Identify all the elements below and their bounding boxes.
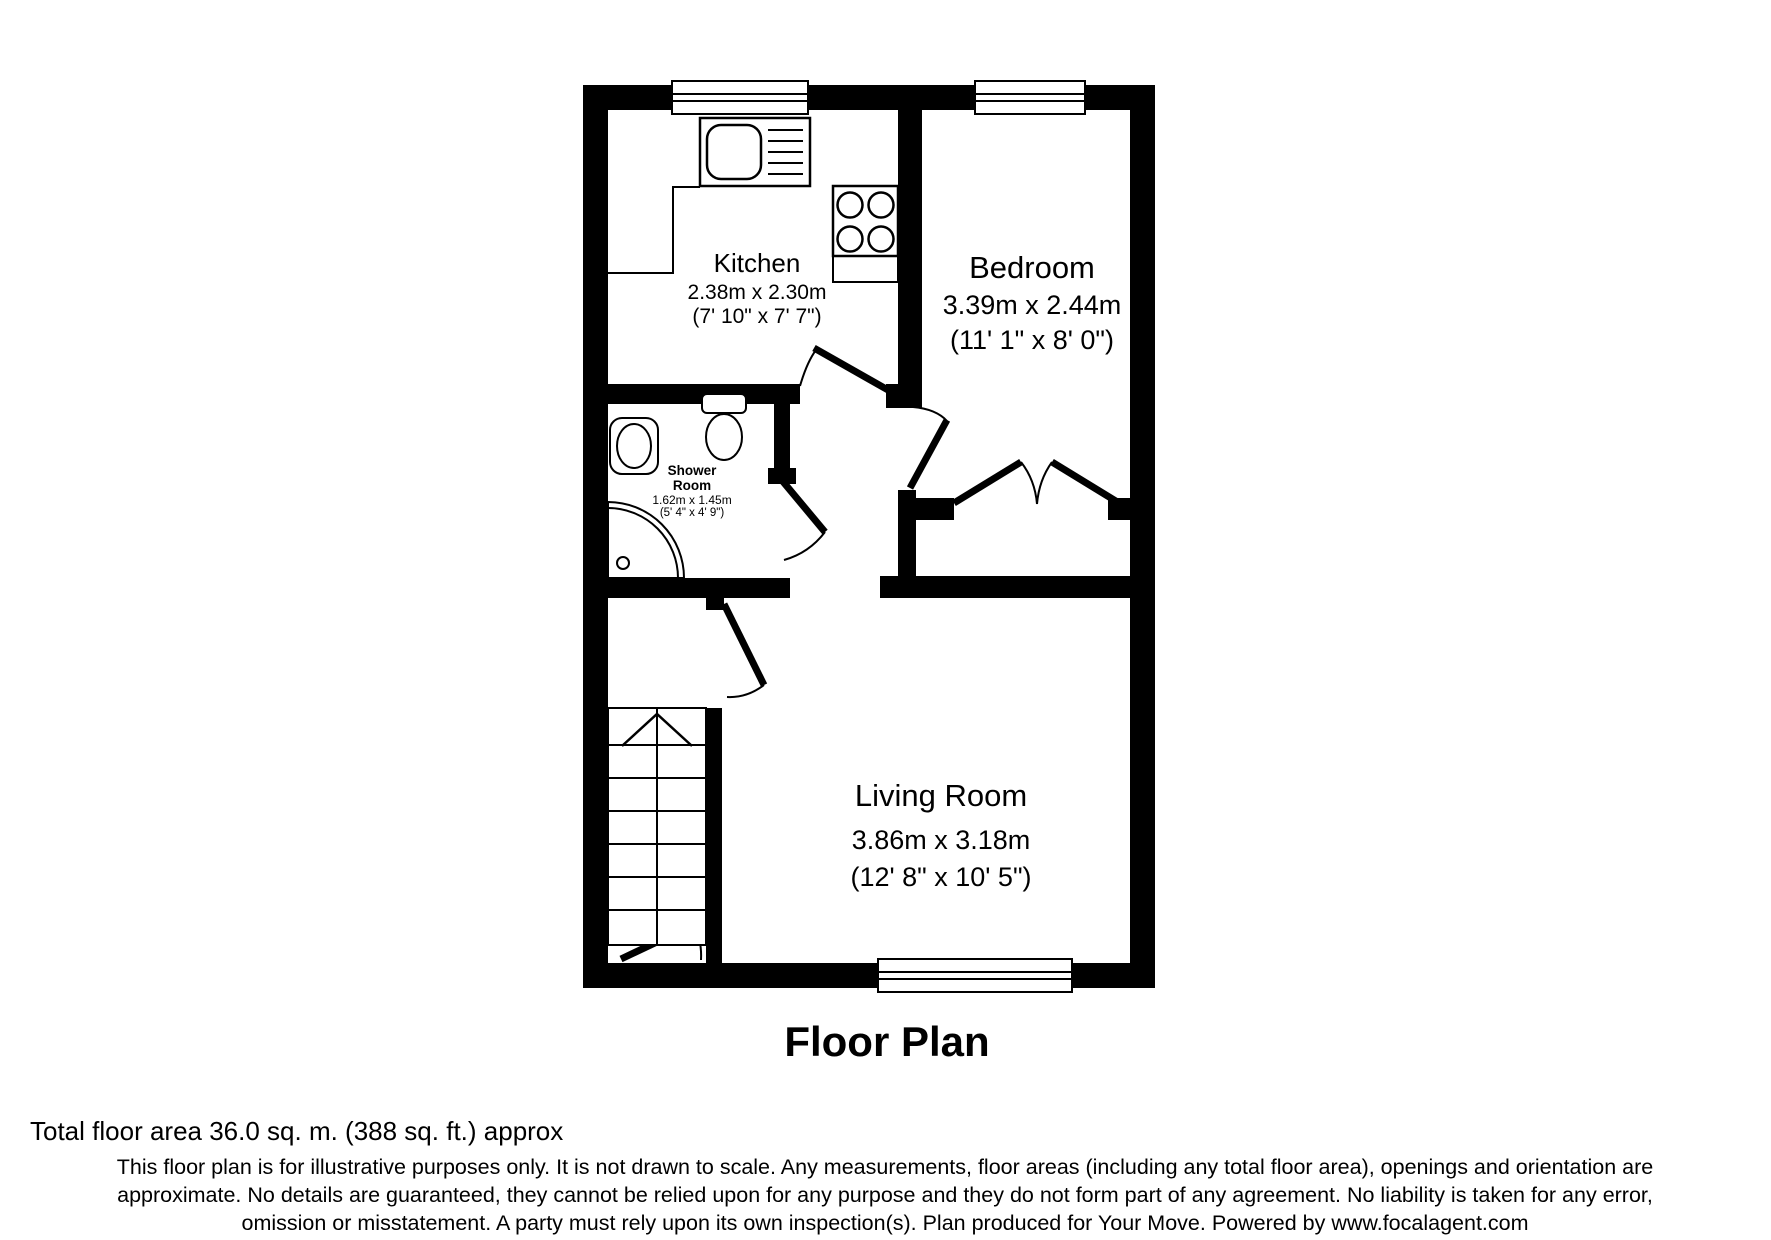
bedroom-label: Bedroom xyxy=(969,250,1095,285)
shower-drain xyxy=(617,557,629,569)
disclaimer-line-3: omission or misstatement. A party must rely upon its own inspection(s). Plan produced for Your Move. Powered by www.focalagent.com xyxy=(241,1211,1529,1235)
sink-unit xyxy=(700,118,810,186)
shower-room-dim-metric: 1.62m x 1.45m xyxy=(652,493,732,507)
kitchen-label: Kitchen xyxy=(713,248,801,278)
disclaimer-line-1: This floor plan is for illustrative purposes only. It is not drawn to scale. Any measurements, floor areas (including any total floor area), openings and orientation are xyxy=(116,1155,1654,1179)
bedroom-dim-metric: 3.39m x 2.44m xyxy=(942,290,1122,320)
plan-title: Floor Plan xyxy=(784,1018,990,1065)
sink-basin xyxy=(707,125,761,179)
living-room-dim-imperial: (12' 8" x 10' 5") xyxy=(850,862,1032,892)
disclaimer-line-2: approximate. No details are guaranteed, they cannot be relied upon for any purpose and they do not form part of any agreement. No liability is taken for any error, xyxy=(117,1183,1653,1207)
wardrobe-double-doors xyxy=(954,462,1119,504)
kitchen-window xyxy=(672,81,808,114)
bedroom-window xyxy=(975,81,1085,114)
hob-burner xyxy=(838,227,863,252)
kitchen-dim-imperial: (7' 10" x 7' 7") xyxy=(692,305,822,328)
basin xyxy=(610,418,658,474)
disclaimer xyxy=(117,1155,1653,1235)
kitchen-dim-metric: 2.38m x 2.30m xyxy=(687,281,827,304)
total-floor-area: Total floor area 36.0 sq. m. (388 sq. ft.) approx xyxy=(30,1116,564,1146)
shower-room-label-line2: Room xyxy=(672,478,712,493)
wall-kitchen-door-jamb xyxy=(886,384,922,408)
kitchen-door xyxy=(800,348,888,390)
living-room-label: Living Room xyxy=(854,778,1028,813)
shower-room-dim-imperial: (5' 4" x 4' 9") xyxy=(659,507,725,519)
wall-exterior-right xyxy=(1130,85,1155,988)
shower-room-door xyxy=(780,478,825,560)
shower-room-label-line1: Shower xyxy=(667,463,717,478)
wall-exterior-left xyxy=(583,85,608,988)
hob xyxy=(833,186,898,282)
hob-burner xyxy=(838,193,863,218)
hob-burner xyxy=(869,227,894,252)
hob-burner xyxy=(869,193,894,218)
toilet xyxy=(702,394,746,460)
room-labels xyxy=(652,248,1121,892)
living-room-door xyxy=(724,604,764,697)
wall-living-door-stub xyxy=(706,598,724,610)
wall-kitchen-bedroom xyxy=(898,110,922,406)
wall-living-top-right xyxy=(880,576,1130,598)
staircase xyxy=(608,708,706,945)
living-room-window xyxy=(878,959,1072,992)
wall-shower-bottom xyxy=(608,578,790,598)
wall-stairs-right xyxy=(706,708,722,963)
bedroom-door xyxy=(910,407,947,488)
living-room-dim-metric: 3.86m x 3.18m xyxy=(851,825,1031,855)
bedroom-dim-imperial: (11' 1" x 8' 0") xyxy=(949,325,1115,355)
wall-wardrobe-left-jamb xyxy=(916,498,954,520)
